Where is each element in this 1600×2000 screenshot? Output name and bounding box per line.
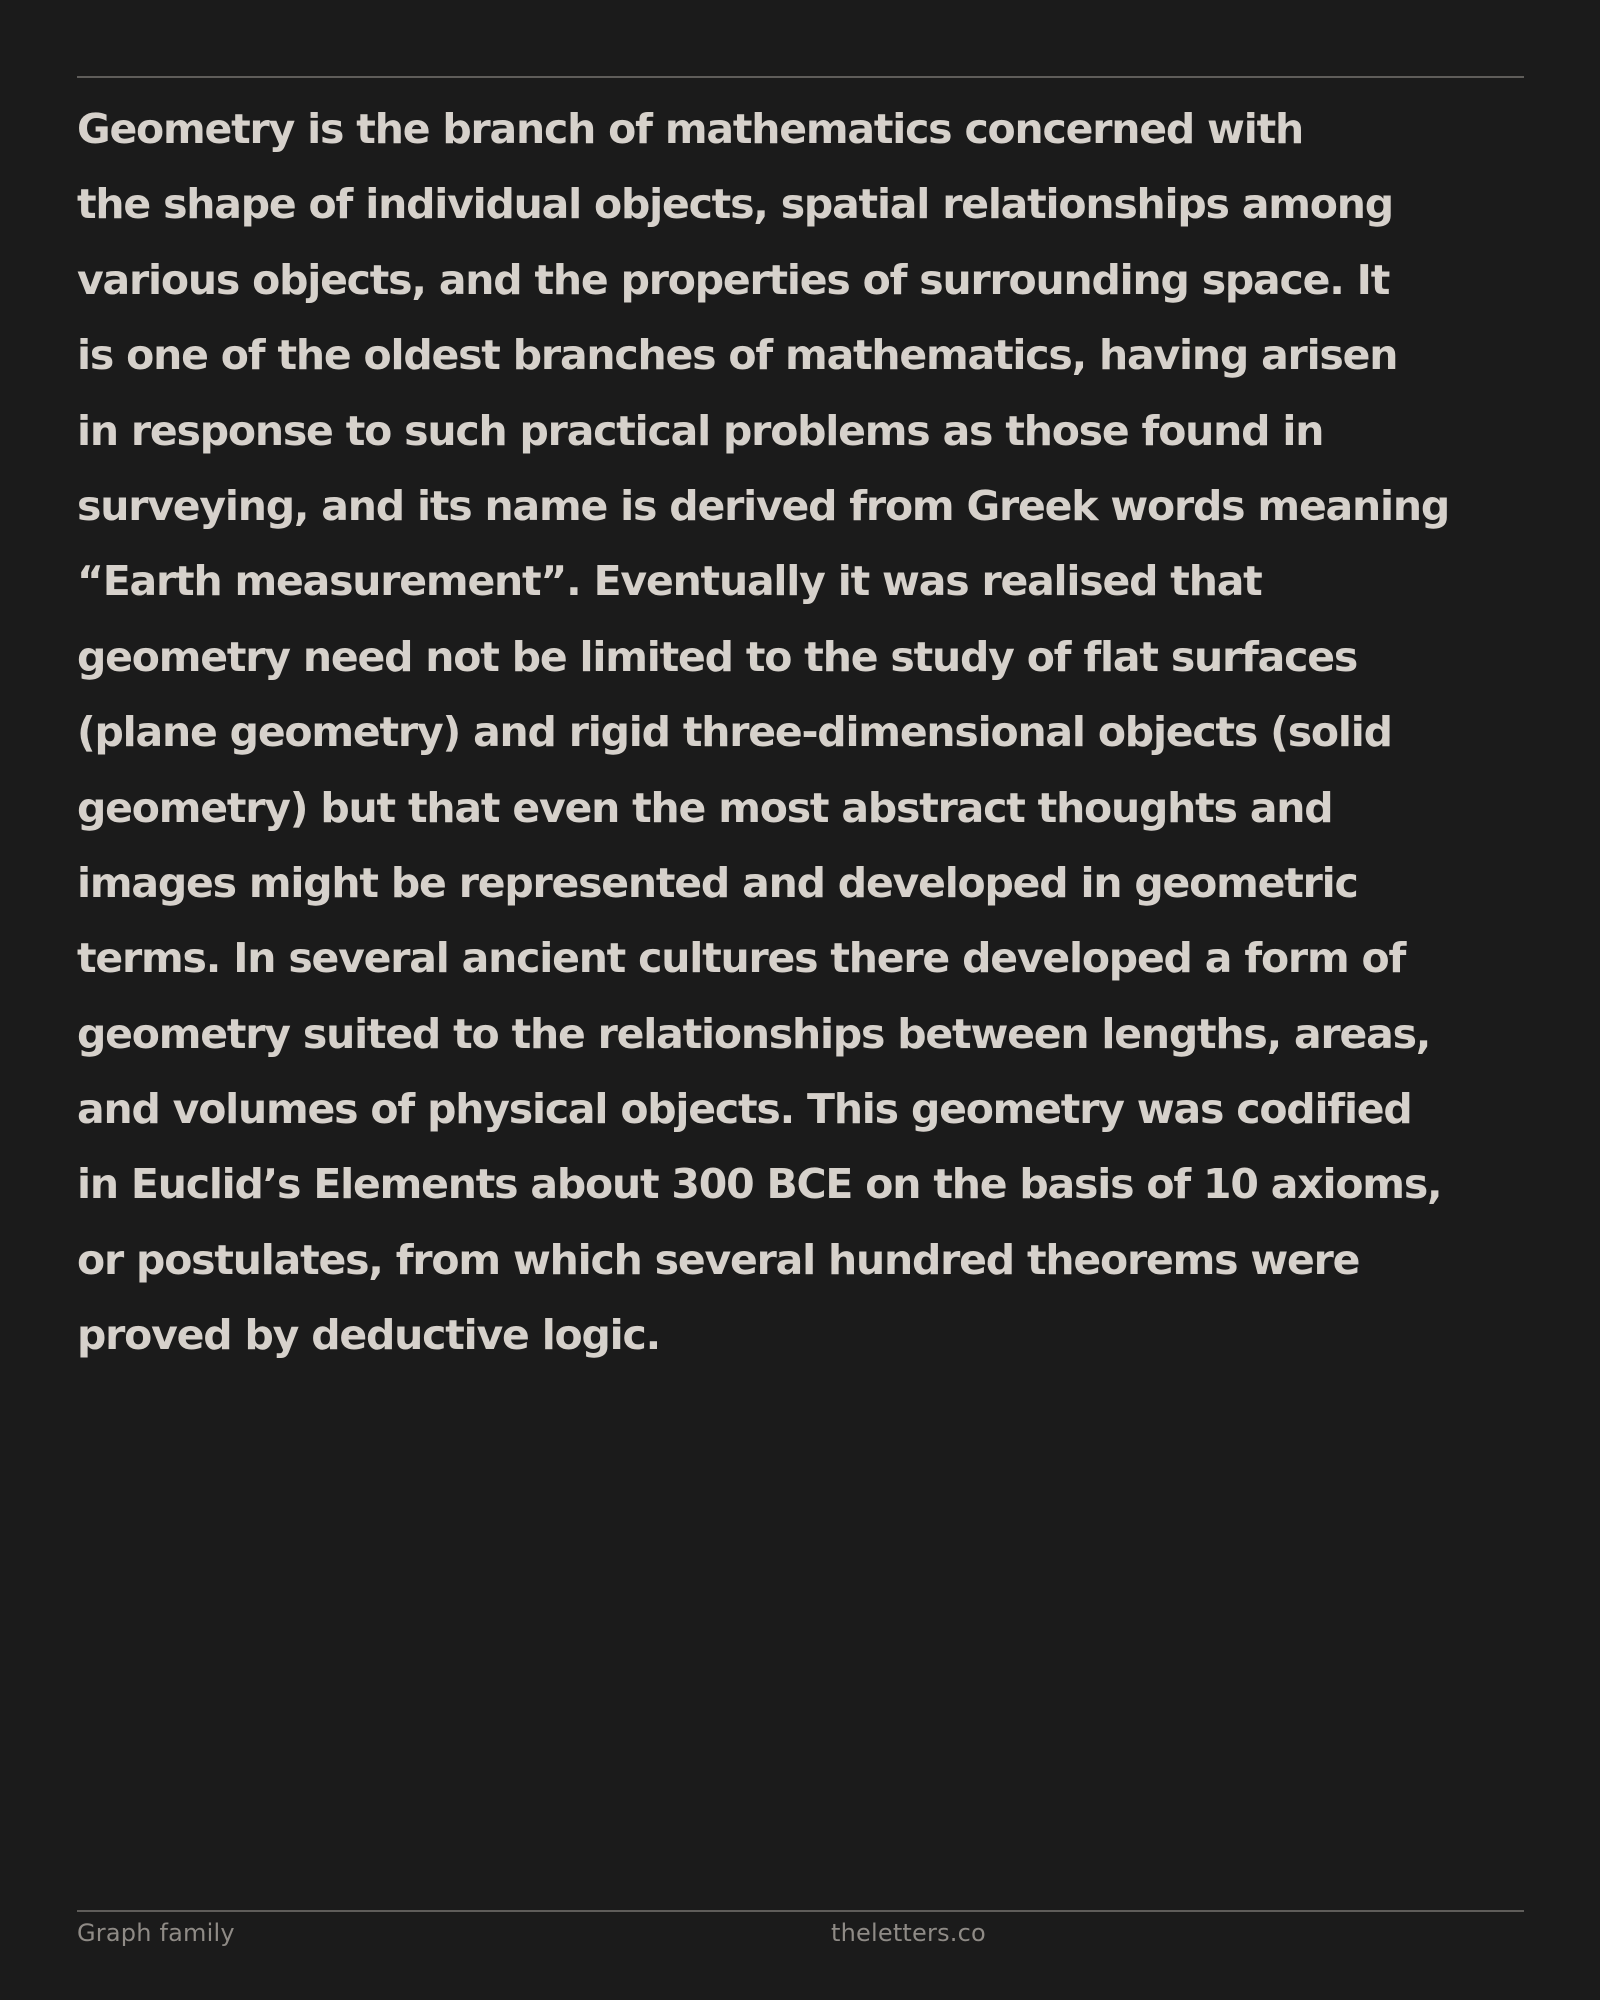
paragraph-line: various objects, and the properties of surrounding space. It (77, 255, 1390, 304)
paragraph-line: images might be represented and developed in geometric (77, 858, 1358, 907)
paragraph-line: “Earth measurement”. Eventually it was realised that (77, 557, 1262, 606)
paragraph-line: or postulates, from which several hundred theorems were (77, 1235, 1360, 1284)
paragraph-line: (plane geometry) and rigid three-dimensional objects (solid (77, 708, 1392, 757)
paragraph-line: geometry suited to the relationships between lengths, areas, (77, 1009, 1431, 1058)
paragraph-line: in Euclid’s Elements about 300 BCE on the basis of 10 axioms, (77, 1160, 1442, 1209)
paragraph-line: in response to such practical problems as those found in (77, 406, 1324, 455)
paragraph-line: geometry) but that even the most abstract thoughts and (77, 783, 1333, 832)
paragraph-line: geometry need not be limited to the study of flat surfaces (77, 632, 1358, 681)
paragraph-line: the shape of individual objects, spatial relationships among (77, 180, 1393, 229)
bottom-divider (77, 1910, 1524, 1912)
top-divider (77, 76, 1524, 78)
paragraph-line: proved by deductive logic. (77, 1311, 660, 1360)
font-family-label: Graph family (77, 1919, 235, 1947)
paragraph-line: and volumes of physical objects. This geometry was codified (77, 1085, 1412, 1134)
website-label: theletters.co (831, 1919, 986, 1947)
paragraph-line: terms. In several ancient cultures there developed a form of (77, 934, 1406, 983)
paragraph-line: Geometry is the branch of mathematics concerned with (77, 105, 1303, 153)
paragraph-line: surveying, and its name is derived from Greek words meaning (77, 481, 1450, 530)
paragraph-line: is one of the oldest branches of mathematics, having arisen (77, 331, 1398, 380)
body-paragraph (77, 92, 1537, 1374)
